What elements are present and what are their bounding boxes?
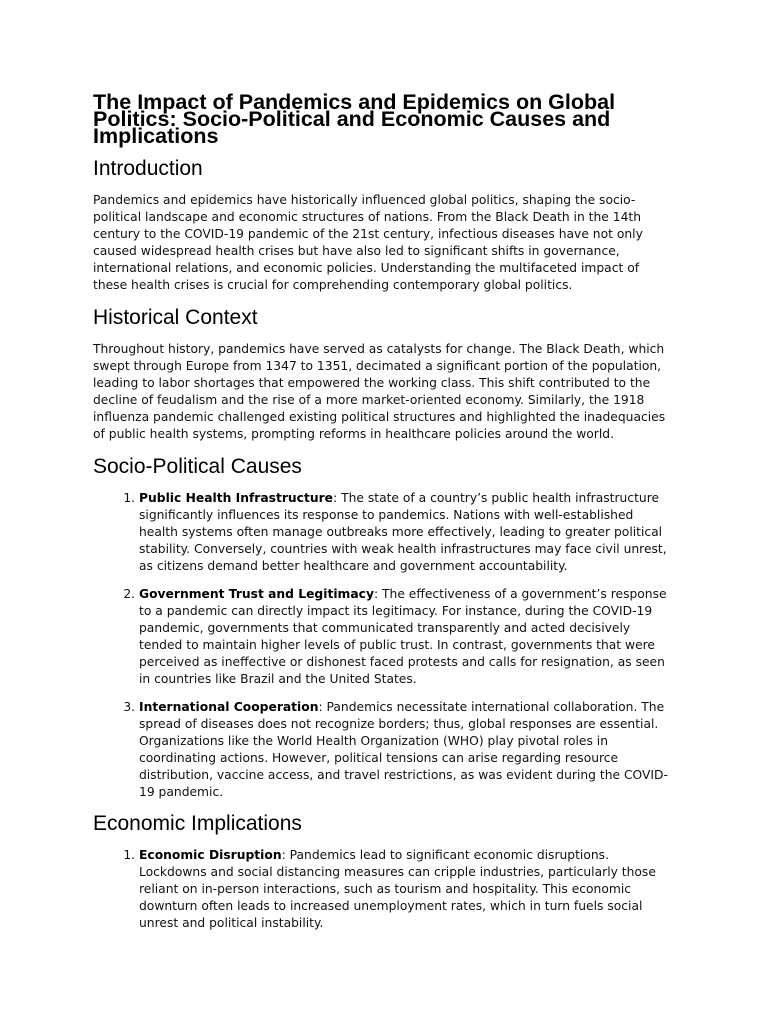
list-item-text: : The effectiveness of a government’s response to a pandemic can directly impact its legitimacy. For instance, during the COVID-19 pandemic, governments that communicated transparently and acted decisively tended to maintain higher levels of public trust. In contrast, governments that were perceived as ineffective or dishonest faced protests and calls for resignation, as seen in countries like Brazil and the United States. <box>139 587 667 686</box>
heading-historical-context: Historical Context <box>93 306 258 329</box>
list-item-term: Public Health Infrastructure <box>139 491 334 505</box>
paragraph-historical-context: Throughout history, pandemics have served as catalysts for change. The Black Death, which swept through Europe from 1347 to 1351, decimated a significant portion of the population, leading to labor shortages that empowered the working class. This shift contributed to the decline of feudalism and the rise of a more market-oriented economy. Similarly, the 1918 influenza pandemic challenged existing political structures and highlighted the inadequacies of public health systems, prompting reforms in healthcare policies around the world. <box>93 342 666 441</box>
list-item-text: : The state of a country’s public health infrastructure significantly influences its response to pandemics. Nations with well-established health systems often manage outbreaks more effectively, leading to greater political stability. Conversely, countries with weak health infrastructures may face civil unrest, as citizens demand better healthcare and government accountability. <box>139 491 667 573</box>
list-item <box>139 586 675 688</box>
list-item <box>139 847 675 932</box>
heading-socio-political-causes: Socio-Political Causes <box>93 455 302 478</box>
list-item-text: : Pandemics necessitate international collaboration. The spread of diseases does not recognize borders; thus, global responses are essential. Organizations like the World Health Organization (WHO) play pivotal roles in coordinating actions. However, political tensions can arise regarding resource distribution, vaccine access, and travel restrictions, as was evident during the COVID-19 pandemic. <box>139 700 668 799</box>
socio-political-list <box>93 490 675 801</box>
list-item <box>139 699 675 801</box>
list-item-term: Government Trust and Legitimacy <box>139 587 374 601</box>
heading-economic-implications: Economic Implications <box>93 812 302 835</box>
list-item <box>139 490 675 575</box>
economic-list <box>93 847 675 932</box>
list-item-term: Economic Disruption <box>139 848 282 862</box>
document-title: The Impact of Pandemics and Epidemics on Global Politics: Socio-Political and Economic Causes and Implications <box>93 90 616 148</box>
paragraph-introduction: Pandemics and epidemics have historically influenced global politics, shaping the socio-political landscape and economic structures of nations. From the Black Death in the 14th century to the COVID-19 pandemic of the 21st century, infectious diseases have not only caused widespread health crises but have also led to significant shifts in governance, international relations, and economic policies. Understanding the multifaceted impact of these health crises is crucial for comprehending contemporary global politics. <box>93 193 643 292</box>
list-item-text: : Pandemics lead to significant economic disruptions. Lockdowns and social distancing measures can cripple industries, particularly those reliant on in-person interactions, such as tourism and hospitality. This economic downturn often leads to increased unemployment rates, which in turn fuels social unrest and political instability. <box>139 848 656 930</box>
heading-introduction: Introduction <box>93 157 203 180</box>
list-item-term: International Cooperation <box>139 700 319 714</box>
document-page <box>93 90 675 943</box>
